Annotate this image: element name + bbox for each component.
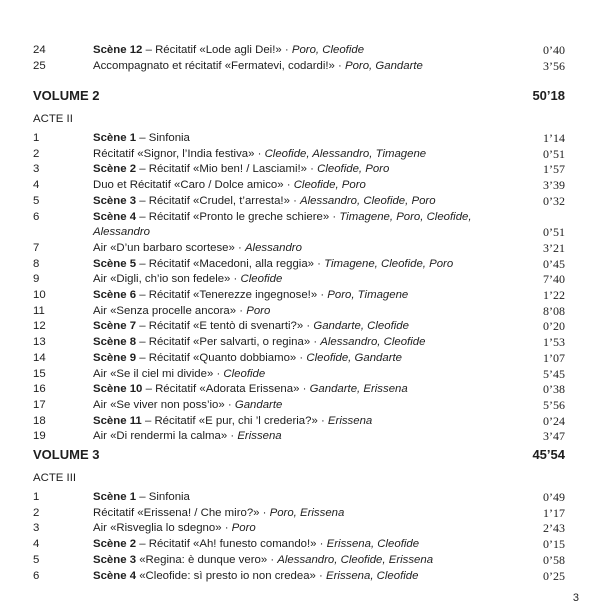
track-row [0, 334, 599, 350]
track-duration: 0’51 [543, 146, 565, 161]
scene-label: Scène 2 [93, 163, 137, 176]
track-description [93, 318, 409, 334]
track-title: Duo et Récitatif «Caro / Dolce amico» · [93, 179, 294, 192]
track-duration: 3’47 [543, 429, 565, 444]
track-description [93, 397, 282, 413]
cast-list: Erissena [237, 430, 282, 443]
track-row [0, 520, 599, 536]
volume-heading [33, 87, 565, 105]
track-row [0, 489, 599, 505]
track-row [0, 428, 599, 444]
volume-title: VOLUME 2 [33, 88, 100, 103]
track-description [93, 350, 402, 366]
track-description [93, 146, 426, 162]
track-description [93, 42, 364, 58]
track-duration: 1’07 [543, 350, 565, 365]
track-title: – Sinfonia [136, 132, 190, 144]
track-number: 3 [33, 163, 40, 176]
track-title: Air «Di rendermi la calma» · [93, 430, 238, 443]
track-number: 9 [33, 273, 40, 286]
track-number: 7 [33, 241, 40, 254]
track-number: 5 [33, 194, 40, 207]
track-row [0, 58, 599, 74]
track-number: 16 [33, 383, 46, 396]
track-duration: 0’32 [543, 193, 565, 208]
track-duration: 0’15 [543, 537, 565, 552]
track-row [0, 366, 599, 382]
track-number: 4 [33, 538, 40, 551]
track-number: 14 [33, 351, 46, 364]
track-title: – Récitatif «Lode agli Dei!» · [142, 44, 292, 56]
cast-list: Poro, Timagene [327, 289, 409, 301]
track-number: 3 [33, 522, 40, 535]
scene-label: Scène 9 [93, 351, 137, 364]
track-number: 25 [33, 59, 46, 72]
track-description [93, 256, 453, 272]
track-duration: 0’38 [543, 382, 565, 397]
cast-list: Timagene, Poro, Cleofide, [339, 210, 472, 223]
scene-label: Scène 5 [93, 257, 137, 270]
track-number: 17 [33, 398, 46, 411]
track-duration: 5’45 [543, 366, 565, 381]
track-description [93, 224, 150, 240]
cast-list: Gandarte, Cleofide [313, 320, 409, 333]
scene-label: Scène 1 [93, 132, 137, 144]
track-description [93, 193, 436, 209]
cast-list: Alessandro, Cleofide, Poro [300, 194, 436, 207]
track-title: – Récitatif «E tentò di svenarti?» · [136, 320, 314, 333]
track-duration: 0’45 [543, 256, 565, 271]
track-description [93, 58, 423, 74]
cast-list: Gandarte [234, 398, 283, 411]
cast-list: Cleofide, Poro [293, 179, 366, 192]
track-number: 6 [33, 569, 40, 582]
track-title: Récitatif «Signor, l’India festiva» · [93, 147, 265, 160]
track-title: – Récitatif «Adorata Erissena» · [142, 383, 310, 396]
cast-list: Poro, Erissena [269, 506, 345, 519]
track-description [93, 334, 425, 350]
cast-list: Cleofide, Alessandro, Timagene [264, 147, 427, 160]
track-duration: 5’56 [543, 397, 565, 412]
scene-label: Scène 10 [93, 383, 143, 396]
cast-list: Poro [231, 522, 256, 535]
track-description [93, 536, 419, 552]
track-description [93, 161, 389, 177]
track-description [93, 271, 282, 287]
track-title: – Récitatif «Crudel, t’arresta!» · [136, 194, 301, 207]
cast-list: Timagene, Cleofide, Poro [324, 257, 454, 270]
track-number: 13 [33, 336, 46, 349]
track-duration: 7’40 [543, 272, 565, 287]
cast-list: Cleofide, Poro [317, 163, 390, 176]
track-title: Air «Digli, ch’io son fedele» · [93, 273, 241, 286]
track-number: 19 [33, 430, 46, 443]
track-title: – Récitatif «Tenerezze ingegnose!» · [136, 289, 328, 301]
track-description [93, 520, 256, 536]
track-title: – Récitatif «Pronto le greche schiere» · [136, 210, 340, 223]
track-row [0, 505, 599, 521]
track-description [93, 413, 372, 429]
track-title: – Récitatif «Macedoni, alla reggia» · [136, 257, 325, 270]
track-duration: 1’22 [543, 288, 565, 302]
cast-list: Cleofide, Gandarte [306, 351, 403, 364]
scene-label: Scène 3 [93, 553, 137, 566]
track-duration: 0’40 [543, 43, 565, 57]
track-row [0, 287, 599, 303]
track-row [0, 209, 599, 225]
scene-label: Scène 7 [93, 320, 137, 333]
cast-list: Alessandro [93, 226, 150, 239]
track-duration: 1’57 [543, 162, 565, 177]
scene-label: Scène 2 [93, 538, 137, 551]
volume-heading [33, 446, 565, 464]
track-duration: 0’51 [543, 225, 565, 240]
track-description [93, 366, 265, 382]
cast-list: Poro [246, 304, 271, 317]
track-row [0, 350, 599, 366]
track-number: 10 [33, 289, 46, 301]
track-duration: 2’43 [543, 521, 565, 536]
track-description [93, 568, 418, 584]
cast-list: Cleofide [240, 273, 283, 286]
track-number: 1 [33, 132, 40, 144]
track-description [93, 303, 270, 319]
page-number: 3 [572, 592, 579, 604]
track-duration: 3’39 [543, 178, 565, 193]
track-description [93, 505, 344, 521]
track-title: Accompagnato et récitatif «Fermatevi, codardi!» · [93, 59, 345, 72]
track-duration: 3’56 [543, 58, 565, 73]
track-number: 1 [33, 491, 40, 503]
scene-label: Scène 6 [93, 289, 137, 301]
track-row [0, 303, 599, 319]
track-number: 15 [33, 367, 46, 380]
track-number: 2 [33, 147, 40, 160]
track-description [93, 552, 433, 568]
track-description [93, 130, 190, 146]
track-row [0, 381, 599, 397]
track-row [0, 130, 599, 146]
track-row [0, 193, 599, 209]
scene-label: Scène 4 [93, 569, 137, 582]
track-title: – Récitatif «E pur, chi ’l crederia?» · [141, 414, 328, 427]
track-row [0, 536, 599, 552]
track-row [0, 224, 599, 240]
track-duration: 0’24 [543, 413, 565, 428]
track-description [93, 177, 366, 193]
track-description [93, 209, 472, 225]
track-title: – Récitatif «Ah! funesto comando!» · [136, 538, 327, 551]
track-duration: 1’14 [543, 131, 565, 145]
track-number: 24 [33, 44, 46, 56]
track-row [0, 552, 599, 568]
track-number: 12 [33, 320, 46, 333]
cast-list: Erissena, Cleofide [326, 538, 420, 551]
cast-list: Alessandro, Cleofide, Erissena [277, 553, 434, 566]
track-number: 18 [33, 414, 46, 427]
track-title: – Récitatif «Quanto dobbiamo» · [136, 351, 307, 364]
track-duration: 0’49 [543, 490, 565, 504]
track-row [0, 161, 599, 177]
volume-title: VOLUME 3 [33, 447, 100, 462]
volume-duration: 45’54 [532, 447, 565, 462]
track-description [93, 489, 190, 505]
track-row [0, 256, 599, 272]
track-number: 6 [33, 210, 40, 223]
track-title: Air «Se il ciel mi divide» · [93, 367, 224, 380]
scene-label: Scène 11 [93, 414, 142, 427]
cast-list: Alessandro, Cleofide [320, 336, 426, 349]
cast-list: Erissena, Cleofide [326, 569, 419, 582]
track-duration: 0’25 [543, 568, 565, 583]
cast-list: Poro, Gandarte [344, 59, 423, 72]
track-duration: 0’58 [543, 552, 565, 567]
cast-list: Erissena [327, 414, 373, 427]
track-description [93, 287, 408, 303]
cast-list: Alessandro [244, 241, 302, 254]
track-row [0, 146, 599, 162]
scene-label: Scène 3 [93, 194, 137, 207]
scene-label: Scène 8 [93, 336, 137, 349]
track-duration: 3’21 [543, 240, 565, 255]
track-duration: 0’20 [543, 319, 565, 334]
track-title: Air «Se viver non poss’io» · [93, 398, 235, 411]
track-row [0, 318, 599, 334]
track-title: Air «Senza procelle ancora» · [93, 304, 247, 317]
track-title: – Sinfonia [136, 491, 190, 503]
track-title: «Regina: è dunque vero» · [136, 553, 278, 566]
cast-list: Gandarte, Erissena [309, 383, 408, 396]
track-number: 5 [33, 553, 40, 566]
cast-list: Cleofide [223, 367, 266, 380]
track-description [93, 240, 302, 256]
track-duration: 1’53 [543, 335, 565, 350]
act-heading: ACTE III [33, 472, 77, 484]
scene-label: Scène 12 [93, 44, 143, 56]
track-title: «Cleofide: sì presto io non credea» · [136, 569, 327, 582]
track-title: Air «D’un barbaro scortese» · [93, 241, 245, 254]
track-row [0, 413, 599, 429]
track-row [0, 240, 599, 256]
track-row [0, 177, 599, 193]
volume-duration: 50’18 [532, 88, 565, 103]
track-number: 4 [33, 179, 40, 192]
act-heading: ACTE II [33, 113, 73, 125]
track-row [0, 397, 599, 413]
track-description [93, 381, 408, 397]
track-description [93, 428, 282, 444]
track-row [0, 42, 599, 58]
track-number: 11 [33, 304, 45, 317]
track-duration: 1’17 [543, 505, 565, 520]
scene-label: Scène 4 [93, 210, 137, 223]
track-title: – Récitatif «Mio ben! / Lasciami!» · [136, 163, 318, 176]
track-row [0, 271, 599, 287]
track-number: 8 [33, 257, 40, 270]
track-number: 2 [33, 506, 40, 519]
track-duration: 8’08 [543, 303, 565, 318]
track-title: Récitatif «Erissena! / Che miro?» · [93, 506, 270, 519]
scene-label: Scène 1 [93, 491, 137, 503]
track-title: Air «Risveglia lo sdegno» · [93, 522, 232, 535]
track-title: – Récitatif «Per salvarti, o regina» · [136, 336, 321, 349]
cast-list: Poro, Cleofide [291, 44, 365, 56]
track-row [0, 568, 599, 584]
